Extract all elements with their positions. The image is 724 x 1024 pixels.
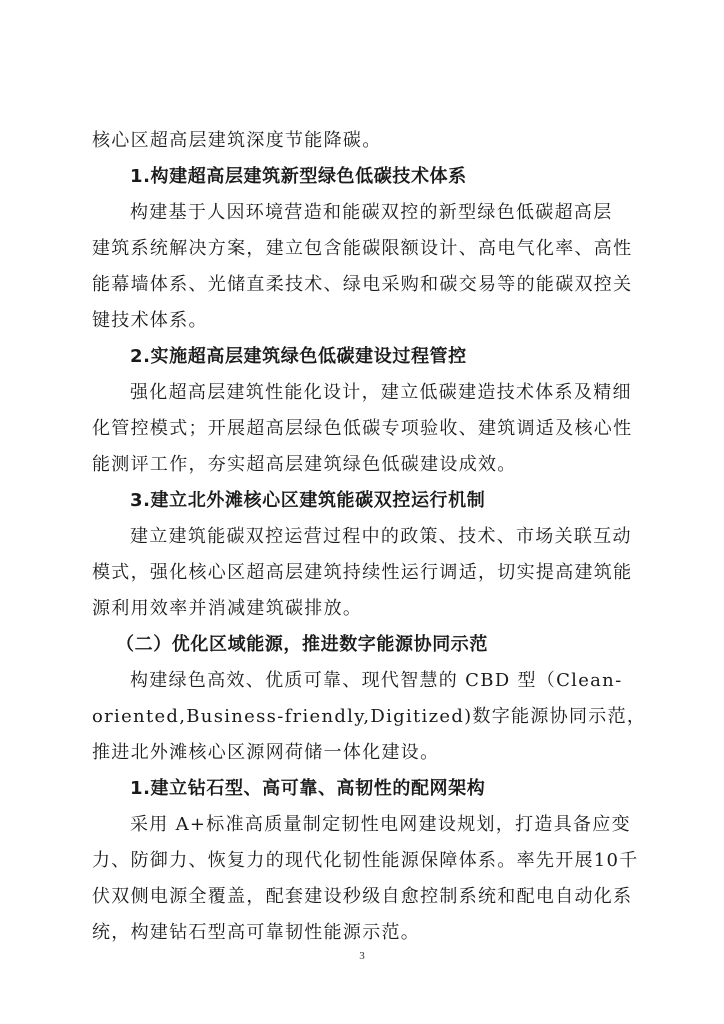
chapter-heading: （二）优化区域能源，推进数字能源协同示范 xyxy=(116,634,488,655)
paragraph-line: 强化超高层建筑性能化设计，建立低碳建造技术体系及精细 xyxy=(130,382,632,403)
paragraph-line: 伏双侧电源全覆盖，配套建设秒级自愈控制系统和配电自动化系 xyxy=(92,886,633,907)
paragraph-line: 源利用效率并消减建筑碳排放。 xyxy=(92,598,363,619)
paragraph-line: 能测评工作，夯实超高层建筑绿色低碳建设成效。 xyxy=(92,454,517,475)
paragraph-line: 建筑系统解决方案，建立包含能碳限额设计、高电气化率、高性 xyxy=(92,238,633,259)
paragraph-line: 构建基于人因环境营造和能碳双控的新型绿色低碳超高层 xyxy=(130,202,613,223)
document-body xyxy=(92,126,647,947)
paragraph-line: 构建绿色高效、优质可靠、现代智慧的 CBD 型（Clean- xyxy=(130,670,623,691)
paragraph-line: 模式，强化核心区超高层建筑持续性运行调适，切实提高建筑能 xyxy=(92,562,633,583)
section-heading-3: 3.建立北外滩核心区建筑能碳双控运行机制 xyxy=(130,490,486,511)
paragraph-line: 建立建筑能碳双控运营过程中的政策、技术、市场关联互动 xyxy=(130,526,632,547)
section-heading-4: 1.建立钻石型、高可靠、高韧性的配网架构 xyxy=(130,778,486,799)
section-heading-2: 2.实施超高层建筑绿色低碳建设过程管控 xyxy=(130,346,467,367)
paragraph-line: 采用 A+标准高质量制定韧性电网建设规划，打造具备应变 xyxy=(130,814,631,835)
paragraph-line: 统，构建钻石型高可靠韧性能源示范。 xyxy=(92,922,421,943)
paragraph-line: 能幕墙体系、光储直柔技术、绿电采购和碳交易等的能碳双控关 xyxy=(92,274,633,295)
paragraph-line: oriented,Business-friendly,Digitized)数字能源协同示范， xyxy=(92,706,647,727)
paragraph-line: 推进北外滩核心区源网荷储一体化建设。 xyxy=(92,742,440,763)
paragraph-line: 核心区超高层建筑深度节能降碳。 xyxy=(92,130,382,151)
paragraph-line: 键技术体系。 xyxy=(92,310,208,331)
page-number: 3 xyxy=(359,950,365,962)
paragraph-line: 化管控模式；开展超高层绿色低碳专项验收、建筑调适及核心性 xyxy=(92,418,633,439)
section-heading-1: 1.构建超高层建筑新型绿色低碳技术体系 xyxy=(130,166,467,187)
paragraph-line: 力、防御力、恢复力的现代化韧性能源保障体系。率先开展10千 xyxy=(92,850,639,871)
